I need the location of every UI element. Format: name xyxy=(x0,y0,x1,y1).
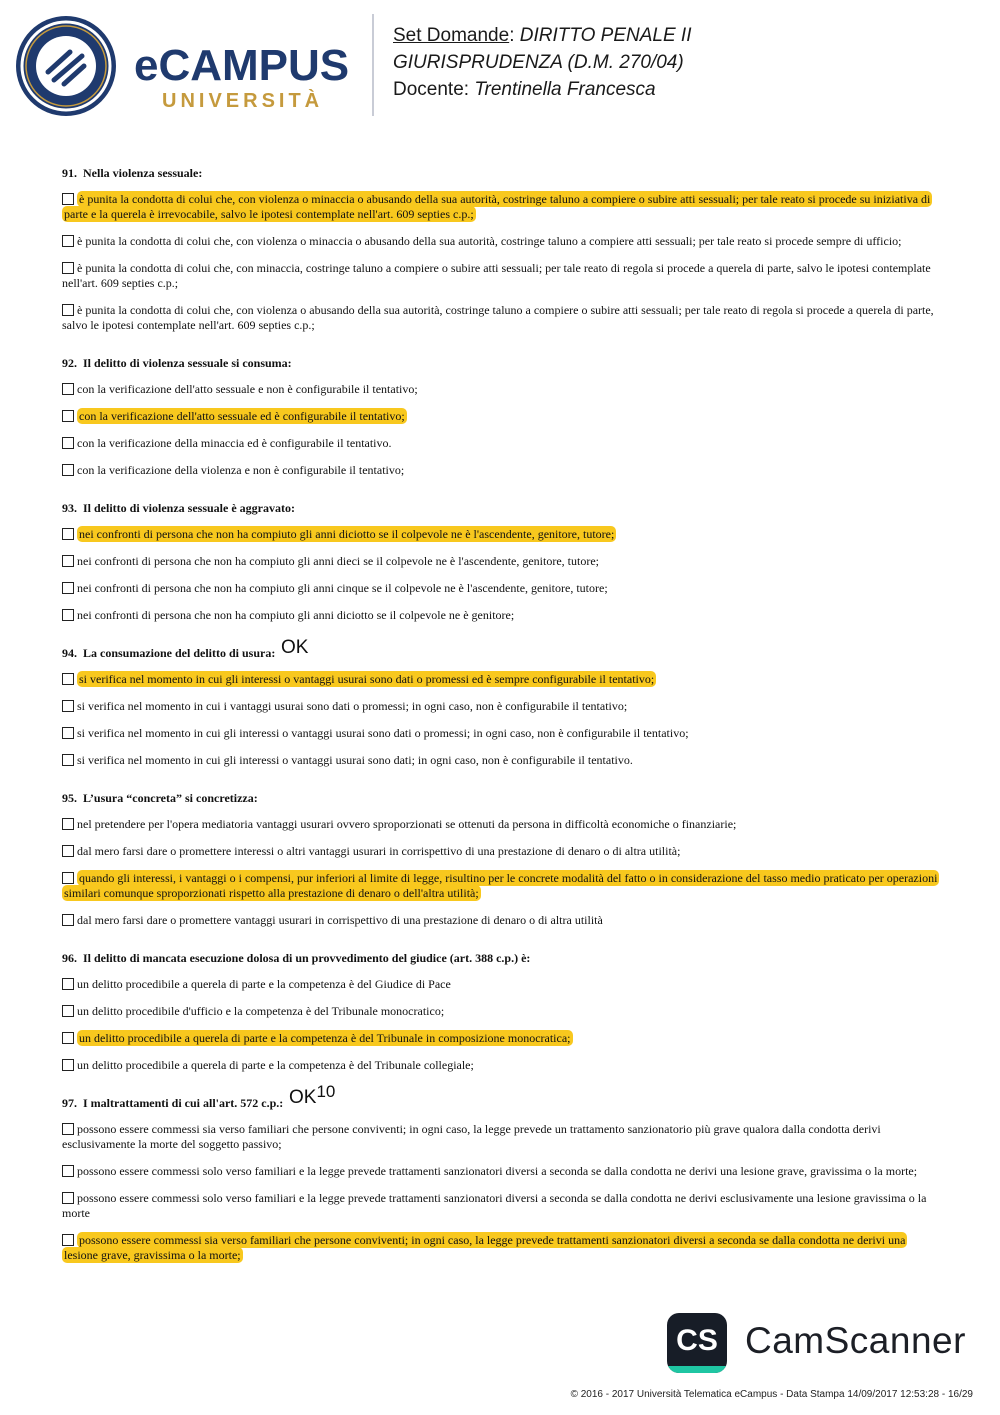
question-95 xyxy=(62,790,942,928)
answer-checkbox[interactable] xyxy=(62,235,74,247)
question-text: L’usura “concreta” si concretizza: xyxy=(83,791,258,805)
answer-text: nei confronti di persona che non ha compiuto gli anni cinque se il colpevole ne è l'ascendente, genitore, tutore; xyxy=(77,581,608,595)
answer-option-highlighted xyxy=(62,1031,942,1046)
question-text: Il delitto di mancata esecuzione dolosa di un provvedimento del giudice (art. 388 c.p.) è: xyxy=(83,951,531,965)
answer-text: un delitto procedibile d'ufficio e la competenza è del Tribunale monocratico; xyxy=(77,1004,445,1018)
answer-checkbox[interactable] xyxy=(62,845,74,857)
answer-text: si verifica nel momento in cui gli interessi o vantaggi usurai sono dati; in ogni caso, non è configurabile il tentativo. xyxy=(77,753,633,767)
question-91 xyxy=(62,165,942,333)
answer-checkbox[interactable] xyxy=(62,673,74,685)
answer-option xyxy=(62,1191,942,1221)
answer-text: possono essere commessi solo verso familiari e la legge prevede trattamenti sanzionatori diversi a seconda se dalla condotta ne derivi una lesione grave, gravissima o la morte; xyxy=(77,1164,918,1178)
question-title xyxy=(62,165,942,181)
answer-option xyxy=(62,234,942,249)
answer-checkbox[interactable] xyxy=(62,555,74,567)
answer-text: si verifica nel momento in cui gli interessi o vantaggi usurai sono dati o promessi; in ogni caso, non è configurabile il tentativo; xyxy=(77,726,689,740)
answer-text: con la verificazione della violenza e non è configurabile il tentativo; xyxy=(77,463,405,477)
answer-option-highlighted xyxy=(62,192,942,222)
answer-text: quando gli interessi, i vantaggi o i compensi, pur inferiori al limite di legge, risultino per le concrete modalità del fatto o in considerazione del tasso medio praticato per operazioni similari comunque sproporzionati rispetto alla prestazione di denaro o dell'altra utilità; xyxy=(64,871,938,900)
question-94 xyxy=(62,637,942,768)
answer-text: con la verificazione dell'atto sessuale ed è configurabile il tentativo; xyxy=(79,409,405,423)
answer-option xyxy=(62,436,942,451)
question-number: 96. xyxy=(62,951,77,965)
handwritten-note-superscript: 10 xyxy=(316,1082,336,1101)
answer-option-highlighted xyxy=(62,409,942,424)
answer-checkbox[interactable] xyxy=(62,1234,74,1246)
header-info xyxy=(393,22,692,103)
answer-option xyxy=(62,1004,942,1019)
question-title xyxy=(62,950,942,966)
ecampus-seal-logo xyxy=(14,14,118,118)
question-title xyxy=(62,500,942,516)
answer-text: dal mero farsi dare o promettere interessi o altri vantaggi usurari in corrispettivo di una prestazione di denaro o di altra utilità; xyxy=(77,844,681,858)
camscanner-icon-bar xyxy=(667,1366,727,1373)
answer-text: dal mero farsi dare o promettere vantaggi usurari in corrispettivo di una prestazione di denaro o di altra utilità xyxy=(77,913,603,927)
question-text: La consumazione del delitto di usura: xyxy=(83,646,276,660)
answer-option xyxy=(62,303,942,333)
question-list xyxy=(62,165,942,1285)
answer-checkbox[interactable] xyxy=(62,818,74,830)
answer-text: possono essere commessi sia verso familiari che persone conviventi; in ogni caso, la legge prevede trattamenti sanzionatori diversi a seconda se dalla condotta ne derivi una lesione grave, gravissima o la morte; xyxy=(64,1233,906,1262)
answer-checkbox[interactable] xyxy=(62,464,74,476)
answer-text: possono essere commessi sia verso familiari che persone conviventi; in ogni caso, la legge prevede un trattamento sanzionatorio più grave qualora dalla condotta derivi esclusivamente la morte del soggetto passivo; xyxy=(62,1122,881,1151)
answer-checkbox[interactable] xyxy=(62,528,74,540)
answer-checkbox[interactable] xyxy=(62,193,74,205)
answer-text: nei confronti di persona che non ha compiuto gli anni dieci se il colpevole ne è l'ascendente, genitore, tutore; xyxy=(77,554,599,568)
answer-text: possono essere commessi solo verso familiari e la legge prevede trattamenti sanzionatori diversi a seconda se dalla condotta ne derivi esclusivamente una lesione gravissima o la morte xyxy=(62,1191,927,1220)
answer-checkbox[interactable] xyxy=(62,1123,74,1135)
teacher-value: Trentinella Francesca xyxy=(474,79,656,100)
answer-checkbox[interactable] xyxy=(62,872,74,884)
handwritten-note xyxy=(281,638,308,658)
answer-checkbox[interactable] xyxy=(62,262,74,274)
camscanner-icon-text: CS xyxy=(676,1324,718,1357)
answer-checkbox[interactable] xyxy=(62,410,74,422)
question-92 xyxy=(62,355,942,478)
answer-checkbox[interactable] xyxy=(62,700,74,712)
answer-checkbox[interactable] xyxy=(62,304,74,316)
answer-option xyxy=(62,913,942,928)
answer-option-highlighted xyxy=(62,1233,942,1263)
answer-text: è punita la condotta di colui che, con violenza o abusando della sua autorità, costringe taluno a compiere o subire atti sessuali; per tale reato di regola si procede a querela di parte, salvo le ipotesi contemplate nell'art. 609 septies c.p.; xyxy=(62,303,934,332)
answer-text: si verifica nel momento in cui gli interessi o vantaggi usurai sono dati o promessi ed è sempre configurabile il tentativo; xyxy=(79,672,655,686)
handwritten-note-text: OK xyxy=(281,637,309,658)
answer-option xyxy=(62,581,942,596)
answer-option-highlighted xyxy=(62,871,942,901)
answer-option xyxy=(62,817,942,832)
answer-text: con la verificazione dell'atto sessuale e non è configurabile il tentativo; xyxy=(77,382,418,396)
answer-option xyxy=(62,261,942,291)
handwritten-note-text: OK xyxy=(289,1087,317,1108)
answer-text: nei confronti di persona che non ha compiuto gli anni diciotto se il colpevole ne è l'ascendente, genitore, tutore; xyxy=(79,527,615,541)
page-footer: © 2016 - 2017 Università Telematica eCampus - Data Stampa 14/09/2017 12:53:28 - 16/29 xyxy=(570,1389,973,1400)
answer-checkbox[interactable] xyxy=(62,609,74,621)
answer-checkbox[interactable] xyxy=(62,437,74,449)
answer-option-highlighted xyxy=(62,672,942,687)
question-number: 95. xyxy=(62,791,77,805)
answer-option xyxy=(62,1058,942,1073)
question-number: 97. xyxy=(62,1096,77,1110)
answer-option xyxy=(62,977,942,992)
answer-option xyxy=(62,844,942,859)
question-number: 91. xyxy=(62,166,77,180)
logo-text: eCAMPUS xyxy=(134,41,350,90)
question-97 xyxy=(62,1082,942,1263)
answer-text: è punita la condotta di colui che, con violenza o minaccia o abusando della sua autorità, costringe taluno a compiere atti sessuali; per tale reato si procede sempre di ufficio; xyxy=(77,234,902,248)
question-text: Il delitto di violenza sessuale si consuma: xyxy=(83,356,292,370)
question-93 xyxy=(62,500,942,623)
answer-option-highlighted xyxy=(62,527,942,542)
answer-option xyxy=(62,753,942,768)
set-label: Set Domande xyxy=(393,25,510,46)
question-text: Il delitto di violenza sessuale è aggravato: xyxy=(83,501,295,515)
question-title xyxy=(62,355,942,371)
question-number: 94. xyxy=(62,646,77,660)
answer-checkbox[interactable] xyxy=(62,727,74,739)
course-line: GIURISPRUDENZA (D.M. 270/04) xyxy=(393,52,684,73)
answer-text: un delitto procedibile a querela di parte e la competenza è del Giudice di Pace xyxy=(77,977,451,991)
answer-checkbox[interactable] xyxy=(62,754,74,766)
logo-subtext: UNIVERSITÀ xyxy=(162,90,324,112)
answer-checkbox[interactable] xyxy=(62,383,74,395)
handwritten-note xyxy=(289,1082,336,1108)
answer-checkbox[interactable] xyxy=(62,914,74,926)
answer-option xyxy=(62,726,942,741)
answer-text: è punita la condotta di colui che, con minaccia, costringe taluno a compiere o subire atti sessuali; per tale reato di regola si procede a querela di parte, salvo le ipotesi contemplate nell'art. 609 septies c.p.; xyxy=(62,261,931,290)
answer-text: si verifica nel momento in cui i vantaggi usurai sono dati o promessi; in ogni caso, non è configurabile il tentativo; xyxy=(77,699,628,713)
answer-text: un delitto procedibile a querela di parte e la competenza è del Tribunale in composizione monocratica; xyxy=(79,1031,571,1045)
question-title xyxy=(62,1082,942,1111)
answer-text: un delitto procedibile a querela di parte e la competenza è del Tribunale collegiale; xyxy=(77,1058,474,1072)
teacher-line xyxy=(393,76,692,103)
question-title xyxy=(62,790,942,806)
set-value: DIRITTO PENALE II xyxy=(519,25,692,46)
answer-text: nei confronti di persona che non ha compiuto gli anni diciotto se il colpevole ne è genitore; xyxy=(77,608,515,622)
question-96 xyxy=(62,950,942,1073)
answer-option xyxy=(62,1122,942,1152)
question-text: I maltrattamenti di cui all'art. 572 c.p.: xyxy=(83,1096,284,1110)
question-title xyxy=(62,637,942,661)
answer-option xyxy=(62,699,942,714)
answer-checkbox[interactable] xyxy=(62,1192,74,1204)
question-text: Nella violenza sessuale: xyxy=(83,166,203,180)
answer-option xyxy=(62,463,942,478)
question-number: 92. xyxy=(62,356,77,370)
answer-checkbox[interactable] xyxy=(62,1032,74,1044)
answer-checkbox[interactable] xyxy=(62,1165,74,1177)
answer-checkbox[interactable] xyxy=(62,978,74,990)
answer-option xyxy=(62,1164,942,1179)
answer-option xyxy=(62,382,942,397)
set-line: Set Domande: DIRITTO PENALE II xyxy=(393,25,692,46)
answer-text: è punita la condotta di colui che, con violenza o minaccia o abusando della sua autorità, costringe taluno a compiere o subire atti sessuali; per tale reato si procede su iniziativa di parte e la querela è irrevocabile, salvo le ipotesi contemplate nell'art. 609 septies c.p.; xyxy=(64,192,931,221)
ecampus-wordmark-logo xyxy=(134,38,356,112)
camscanner-icon xyxy=(667,1313,727,1373)
answer-text: nel pretendere per l'opera mediatoria vantaggi usurari ovvero sproporzionati se ottenuti da persona in difficoltà economiche o finanziarie; xyxy=(77,817,737,831)
answer-option xyxy=(62,554,942,569)
answer-text: con la verificazione della minaccia ed è configurabile il tentativo. xyxy=(77,436,392,450)
header-divider xyxy=(372,14,374,116)
answer-option xyxy=(62,608,942,623)
teacher-label: Docente: xyxy=(393,79,470,100)
answer-checkbox[interactable] xyxy=(62,1005,74,1017)
answer-checkbox[interactable] xyxy=(62,582,74,594)
camscanner-name: CamScanner xyxy=(745,1320,966,1361)
answer-checkbox[interactable] xyxy=(62,1059,74,1071)
question-number: 93. xyxy=(62,501,77,515)
